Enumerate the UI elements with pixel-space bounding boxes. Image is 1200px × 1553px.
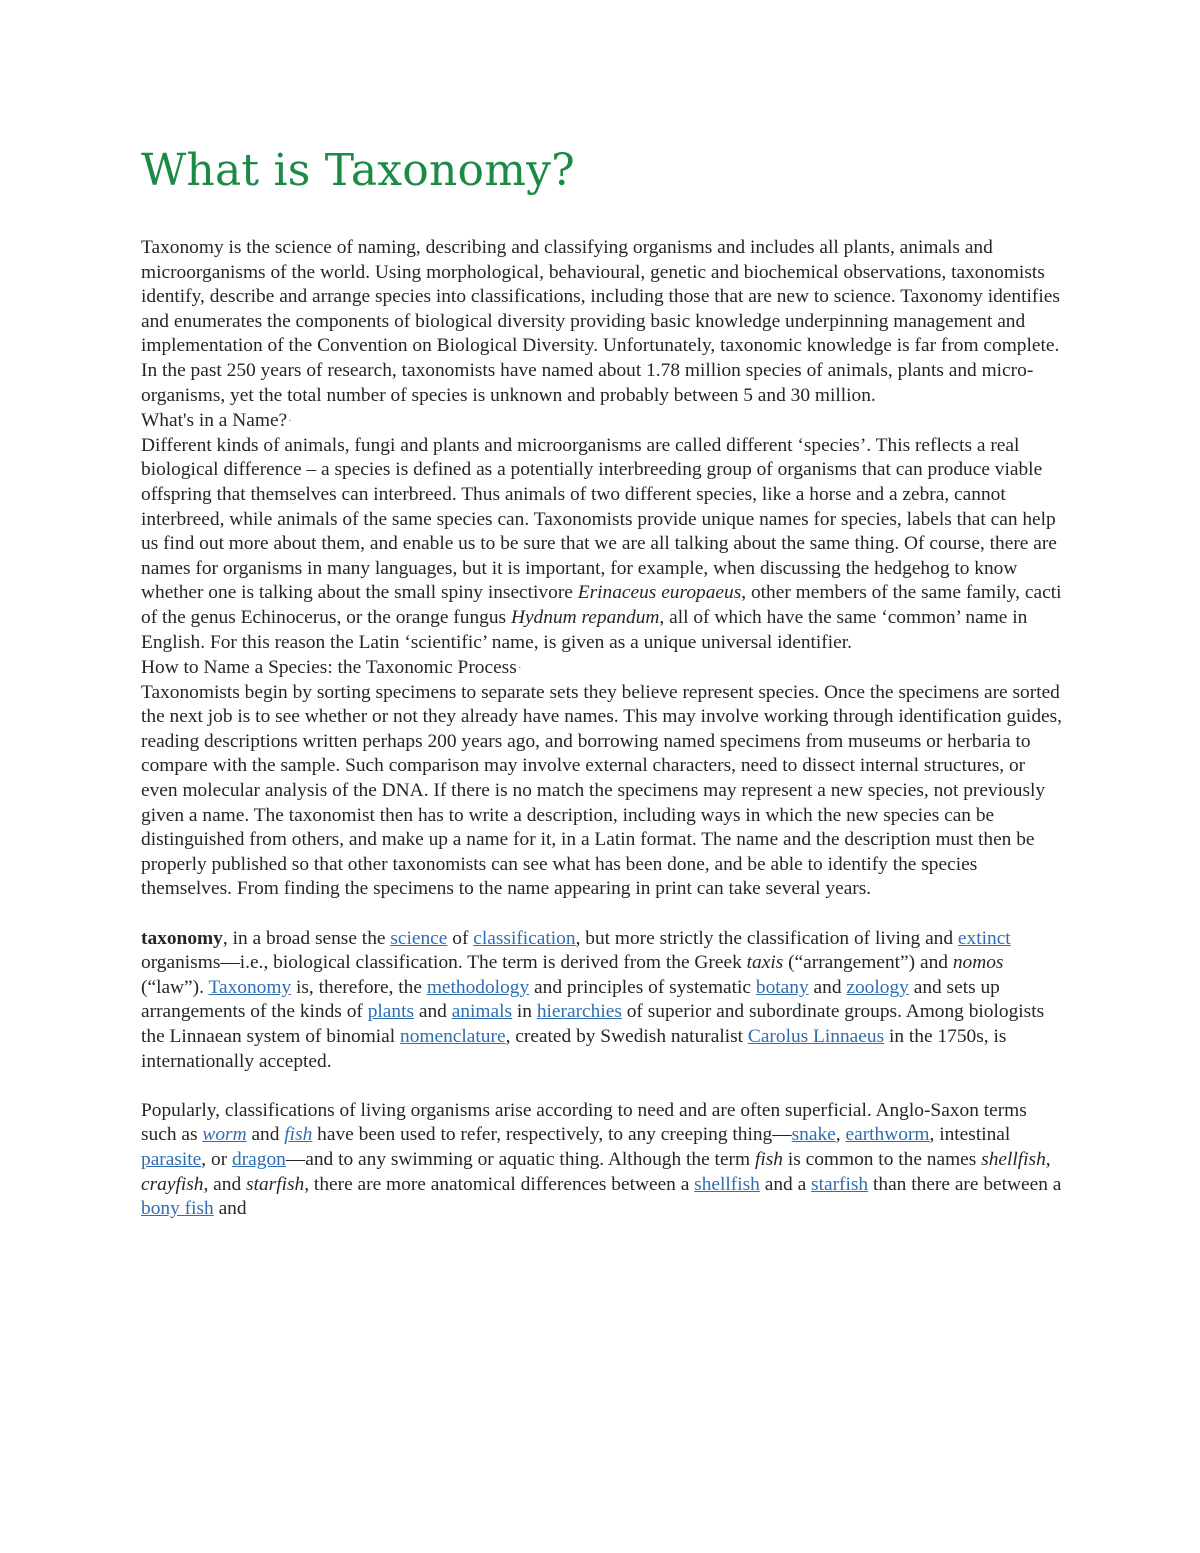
species-name-erinaceus: Erinaceus europaeus — [577, 582, 742, 604]
link-taxonomy[interactable]: Taxonomy — [208, 976, 292, 998]
link-plants[interactable]: plants — [367, 1001, 415, 1023]
page-title: What is Taxonomy? — [141, 145, 575, 196]
link-bony-fish[interactable]: bony fish — [141, 1198, 214, 1220]
link-science[interactable]: science — [390, 927, 448, 949]
link-parasite[interactable]: parasite — [141, 1148, 202, 1170]
link-starfish[interactable]: starfish — [811, 1173, 869, 1195]
link-shellfish[interactable]: shellfish — [694, 1173, 760, 1195]
section-heading-process — [141, 655, 1066, 681]
names-paragraph: Different kinds of animals, fungi and plants and microorganisms are called different ‘species’. This reflects a real biological difference – a species is defined as a potentially interbreeding group of organisms that can produce viable offspring that themselves can interbreed. Thus animals of two different species, like a horse and a zebra, cannot interbreed, while animals of the same species can. Taxonomists provide unique names for species, labels that can help us find out more about them, and enable us to be sure that we are all talking about the same thing. Of course, there are names for organisms in many languages, but it is important, for example, when discussing the hedgehog to know whether one is talking about the small spiny insectivore Erinaceus europaeus, other members of the same family, cacti of the genus Echinocerus, or the orange fungus Hydnum repandum, all of which have the same ‘common’ name in English. For this reason the Latin ‘scientific’ name, is given as a unique universal identifier. — [141, 434, 1062, 653]
heading-marker-icon: · — [517, 660, 522, 675]
section-heading-name-text: What's in a Name? — [141, 410, 288, 432]
link-worm[interactable]: worm — [202, 1124, 247, 1146]
link-nomenclature[interactable]: nomenclature — [400, 1026, 506, 1047]
paragraph-spacer — [141, 1074, 1066, 1099]
intro-paragraph: Taxonomy is the science of naming, describing and classifying organisms and includes all plants, animals and microorganisms of the world. Using morphological, behavioural, genetic and biochemical observations, taxonomists identify, describe and arrange species into classifications, including those that are new to science. Taxonomy identifies and enumerates the components of biological diversity providing basic knowledge underpinning management and implementation of the Convention on Biological Diversity. Unfortunately, taxonomic knowledge is far from complete. In the past 250 years of research, taxonomists have named about 1.78 million species of animals, plants and micro-organisms, yet the total number of species is unknown and probably between 5 and 30 million. — [141, 237, 1060, 406]
paragraph-spacer — [141, 902, 1066, 927]
definition-paragraph: taxonomy, in a broad sense the science of classification, but more strictly the classification of living and extinct organisms—i.e., biological classification. The term is derived from the Greek taxis (“arrangement”) and nomos (“law”). Taxonomy is, therefore, the methodology and principles of systematic botany and zoology and sets up arrangements of the kinds of plants and animals in hierarchies of superior and subordinate groups. Among biologists the Linnaean system of binomial nomenclature, created by Swedish naturalist Carolus Linnaeus in the 1750s, is internationally accepted. — [141, 927, 1045, 1072]
popular-classification-paragraph: Popularly, classifications of living organisms arise according to need and are often superficial. Anglo-Saxon terms such as worm and fish have been used to refer, respectively, to any creeping thing—snake, earthworm, intestinal parasite, or dragon—and to any swimming or aquatic thing. Although the term fish is common to the names shellfish, crayfish, and starfish, there are more anatomical differences between a shellfish and a starfish than there are between a bony fish and — [141, 1099, 1062, 1220]
link-methodology[interactable]: methodology — [426, 976, 530, 998]
species-name-hydnum: Hydnum repandum — [510, 606, 660, 628]
section-heading-process-text: How to Name a Species: the Taxonomic Process — [141, 657, 517, 679]
heading-marker-icon: · — [288, 413, 293, 428]
link-snake[interactable]: snake — [791, 1124, 836, 1146]
process-paragraph: Taxonomists begin by sorting specimens to separate sets they believe represent species. Once the specimens are sorted the next job is to see whether or not they already have names. This may involve working through identification guides, reading descriptions written perhaps 200 years ago, and borrowing named specimens from museums or herbaria to compare with the sample. Such comparison may involve external characters, need to dissect internal structures, or even molecular analysis of the DNA. If there is no match the specimens may represent a new species, not previously given a name. The taxonomist then has to write a description, including ways in which the new species can be distinguished from others, and make up a name for it, in a Latin format. The name and the description must then be properly published so that other taxonomists can see what has been done, and be able to identify the species themselves. From finding the specimens to the name appearing in print can take several years. — [141, 681, 1063, 900]
section-heading-name — [141, 408, 1066, 434]
document-page — [141, 140, 1066, 1222]
link-classification[interactable]: classification — [473, 927, 576, 949]
link-fish[interactable]: fish — [284, 1124, 313, 1146]
link-earthworm[interactable]: earthworm — [845, 1124, 930, 1146]
link-animals[interactable]: animals — [451, 1001, 513, 1023]
link-extinct[interactable]: extinct — [957, 927, 1011, 949]
link-botany[interactable]: botany — [755, 976, 809, 998]
link-carolus-linnaeus[interactable]: Carolus Linnaeus — [747, 1026, 885, 1047]
link-hierarchies[interactable]: hierarchies — [536, 1001, 622, 1023]
link-zoology[interactable]: zoology — [846, 976, 909, 998]
defined-term: taxonomy — [141, 927, 223, 949]
link-dragon[interactable]: dragon — [232, 1148, 286, 1170]
